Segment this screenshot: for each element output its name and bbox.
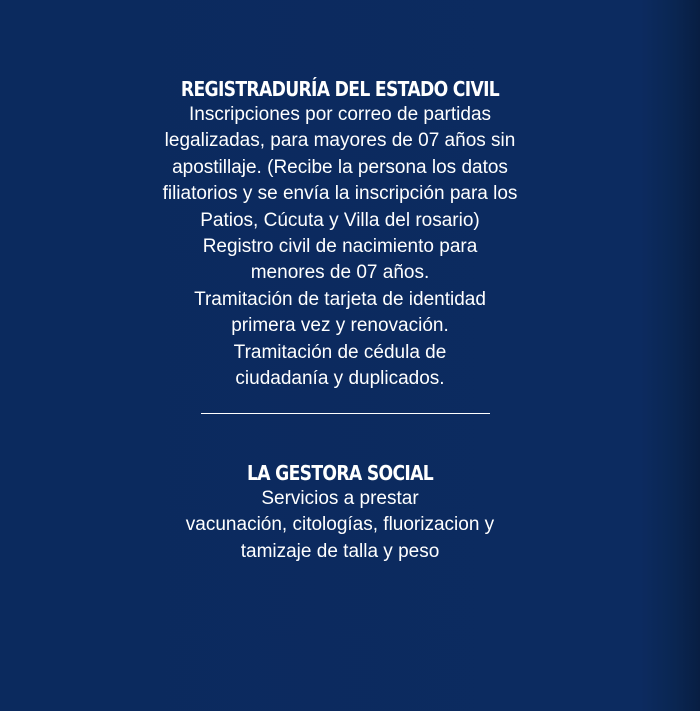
- section-divider: [201, 413, 490, 414]
- section-text-line: Servicios a prestar: [261, 488, 419, 509]
- section-text-line: tamizaje de talla y peso: [240, 540, 440, 562]
- section-text-line: Inscripciones por correo de partidas: [188, 104, 492, 125]
- section-text-line: apostillaje. (Recibe la persona los datos: [172, 156, 508, 178]
- section-title: REGISTRADURÍA DEL ESTADO CIVIL: [180, 77, 500, 101]
- section-text-line: ciudadanía y duplicados.: [235, 368, 445, 390]
- section-registraduria: [0, 76, 680, 392]
- section-text-line: Tramitación de cédula de: [233, 341, 447, 363]
- section-text-line: filiatorios y se envía la inscripción para los: [162, 183, 518, 205]
- section-text-line: Tramitación de tarjeta de identidad: [194, 288, 486, 310]
- section-text-line: vacunación, citologías, fluorizacion y: [185, 514, 495, 536]
- section-text-line: Registro civil de nacimiento para: [202, 236, 478, 258]
- section-text-line: menores de 07 años.: [250, 262, 430, 284]
- section-title: LA GESTORA SOCIAL: [246, 461, 434, 485]
- section-text-line: legalizadas, para mayores de 07 años sin: [164, 130, 516, 152]
- section-gestora-social: [0, 460, 680, 565]
- section-text-line: Patios, Cúcuta y Villa del rosario): [200, 209, 480, 231]
- section-text-line: primera vez y renovación.: [231, 315, 449, 337]
